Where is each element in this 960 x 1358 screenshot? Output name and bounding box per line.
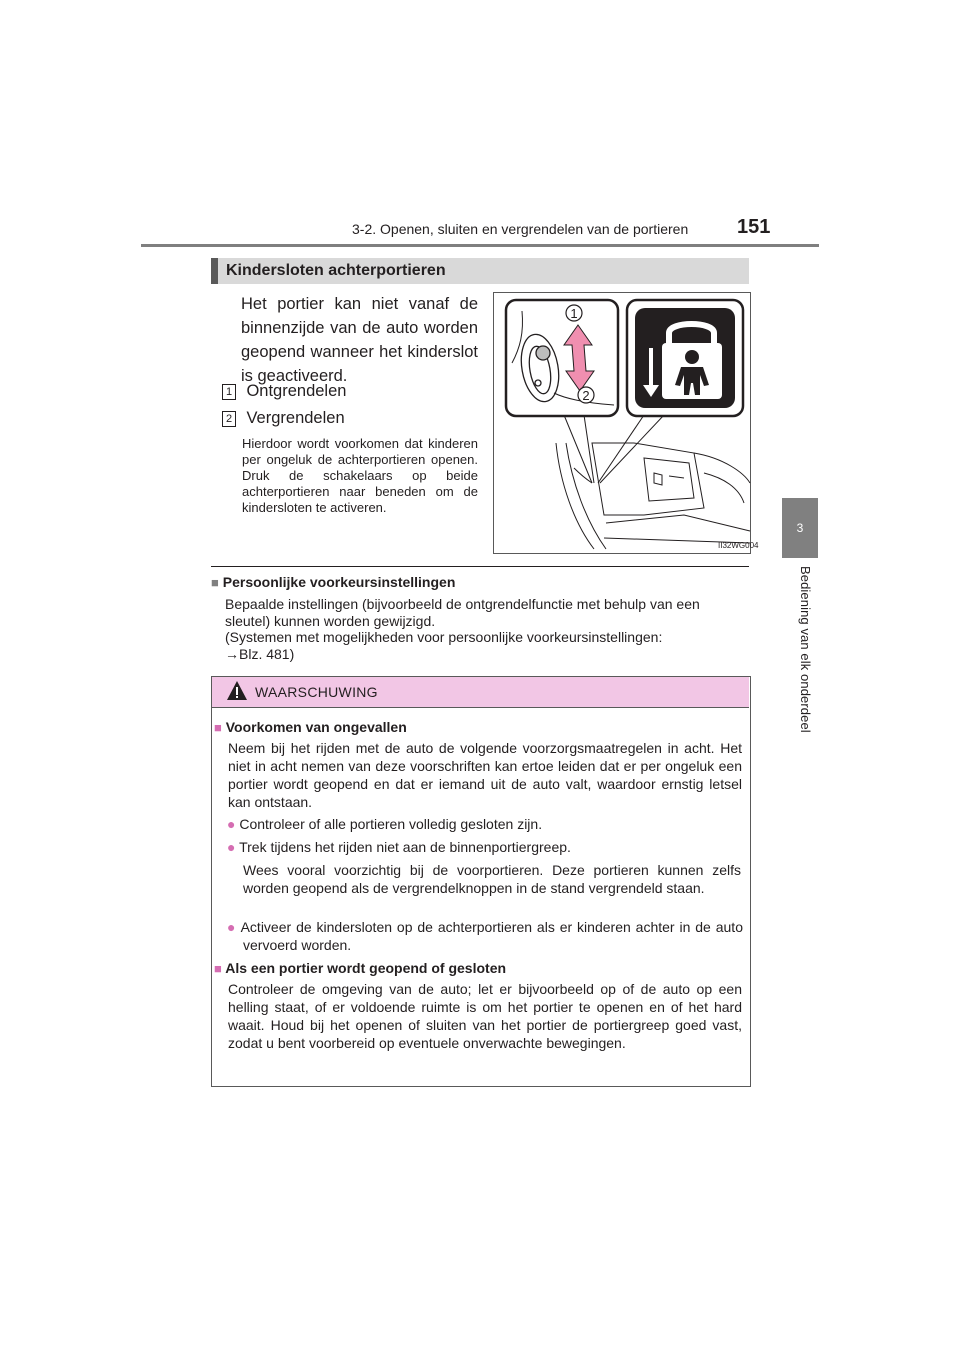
square-bullet-icon: ■ xyxy=(214,720,222,735)
circle-bullet-icon: ● xyxy=(227,919,237,935)
door-illustration xyxy=(494,293,759,553)
svg-text:2: 2 xyxy=(582,388,590,403)
item-number: 1 xyxy=(222,384,236,400)
warning-bullet: ● Activeer de kindersloten op de achterportieren als er kinderen achter in de auto vervoerd worden. xyxy=(227,919,743,953)
chapter-tab: 3 xyxy=(782,498,818,558)
personal-settings-body: Bepaalde instellingen (bijvoorbeeld de ontgrendelfunctie met behulp van een sleutel) kunnen worden gewijzigd. (Systemen met mogelijkheden voor persoonlijke voorkeursinstellingen: →Blz. 481) xyxy=(225,596,700,662)
square-bullet-icon: ■ xyxy=(214,961,222,976)
warning-bullet: ● Trek tijdens het rijden niet aan de binnenportiergreep. xyxy=(227,839,571,855)
section-header-bar xyxy=(211,258,218,284)
header-rule xyxy=(141,244,819,247)
figure-code: II32WG004 xyxy=(718,541,759,550)
warning-bullet: ● Controleer of alle portieren volledig gesloten zijn. xyxy=(227,816,543,832)
circle-bullet-icon: ● xyxy=(227,816,236,832)
personal-settings-heading: ■ Persoonlijke voorkeursinstellingen xyxy=(211,574,456,590)
warning-subhead-door: ■ Als een portier wordt geopend of gesloten xyxy=(214,960,507,976)
section-path: 3-2. Openen, sluiten en vergrendelen van de portieren xyxy=(352,221,689,237)
square-bullet-icon: ■ xyxy=(211,575,219,590)
item-number: 2 xyxy=(222,411,236,427)
circle-bullet-icon: ● xyxy=(227,839,236,855)
warning-title: WAARSCHUWING xyxy=(255,684,378,700)
chapter-title: Bediening van elk onderdeel xyxy=(798,566,813,733)
item-lock xyxy=(222,409,345,428)
item-label: Vergrendelen xyxy=(246,409,345,427)
item-label: Ontgrendelen xyxy=(246,382,347,400)
svg-text:1: 1 xyxy=(570,306,578,321)
section-separator xyxy=(211,566,749,567)
section-note: Hierdoor wordt voorkomen dat kinderen per ongeluk de achterportieren openen. Druk de schakelaars op beide achterportieren naar beneden om de kindersloten te activeren. xyxy=(242,436,478,515)
warning-text: Neem bij het rijden met de auto de volgende voorzorgsmaatregelen in acht. Het niet in acht nemen van deze voorschriften kan ertoe leiden dat er per ongeluk een portier wordt geopend en dat er iemand uit de auto valt, waardoor ernstig letsel kan ontstaan. xyxy=(228,740,742,810)
door-lock-figure xyxy=(493,292,759,554)
section-intro: Het portier kan niet vanaf de binnenzijde van de auto worden geopend wanneer het kinderslot is geactiveerd. xyxy=(241,295,478,385)
warning-text: Controleer de omgeving van de auto; let er bijvoorbeeld op of de auto op een helling staat, of er voldoende ruimte is om het portier te openen en of het hard waait. Houd bij het openen of sluiten van het portier de portiergreep goed vast, zodat u bent voorbereid op eventuele onverwachte bewegingen. xyxy=(228,981,742,1051)
warning-bullet-sub: Wees vooral voorzichtig bij de voorportieren. Deze portieren kunnen zelfs worden geopend als de vergrendelknoppen in de stand vergrendeld staan. xyxy=(243,862,741,896)
item-unlock xyxy=(222,382,346,401)
page-number: 151 xyxy=(737,216,771,238)
warning-subhead-accidents: ■ Voorkomen van ongevallen xyxy=(214,719,407,735)
section-title: Kindersloten achterportieren xyxy=(226,262,446,279)
warning-icon xyxy=(226,680,248,702)
